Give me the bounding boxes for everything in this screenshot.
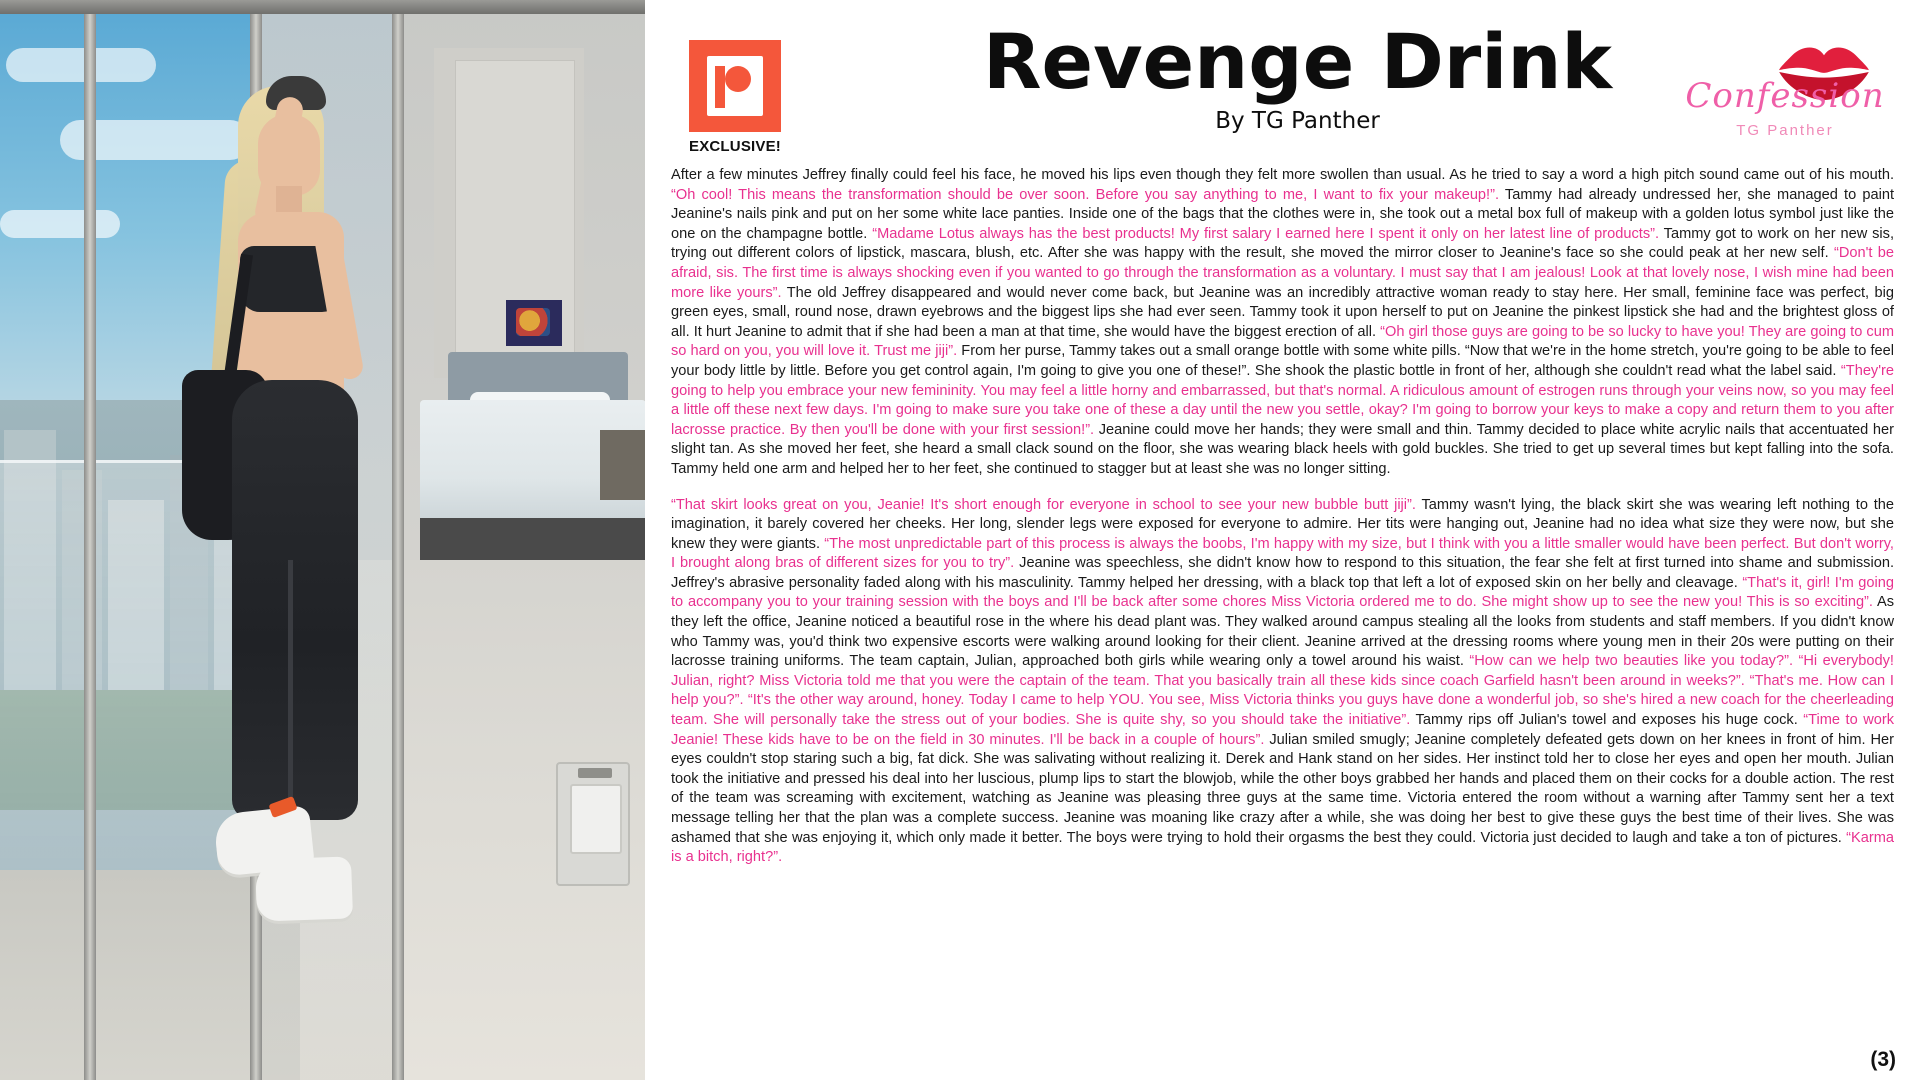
- story-paragraph-1: [671, 166, 1894, 480]
- cloud: [0, 210, 120, 238]
- dialogue-run: “That skirt looks great on you, Jeanie! It's short enough for everyone in school to see your new bubble butt jiji”.: [671, 496, 1416, 513]
- story-body: [669, 166, 1896, 868]
- patreon-logo-icon: [689, 40, 781, 132]
- narration-run: The old Jeffrey disappeared and would never come back, but Jeanine was an incredibly attractive woman ready to stay here. Her small, feminine face was perfect, big green eyes, small, round nose, drawn eyebrows and the biggest lips she had ever seen. Tammy took it upon herself to put on Jeanine the pinkest lipstick she had and the brightest gloss of all. It hurt Jeanine to admit that if she had been a man at that time, she would have the biggest erection of all.: [671, 284, 1894, 340]
- dialogue-run: “Karma is a bitch, right?”.: [671, 829, 1894, 866]
- story-text-panel: [645, 0, 1920, 1080]
- dialogue-run: “Time to work Jeanie! These kids have to be on the field in 30 minutes. I'll be back in a couple of hours”.: [671, 712, 1895, 748]
- studio-logo: [1680, 36, 1890, 152]
- dialogue-run: “How can we help two beauties like you today?”. “Hi everybody! Julian, right? Miss Victoria told me that you were the captain of the team. That you basically train all these kids since coach Garfield hasn't been around in weeks?”. “That's me. How can I help you?”. “It's the other way around, honey. Today I came to help YOU. You see, Miss Victoria thinks you guys have done a wonderful job, so she's hired a new coach for the cheerleading team. She will personally take the stress out of your bodies. She is quite shy, so you should take the initiative”.: [671, 653, 1894, 729]
- patreon-p-glyph: [707, 56, 763, 116]
- leg-separation: [288, 560, 293, 820]
- dialogue-run: “The most unpredictable part of this process is always the boobs, I'm happy with my size, but I think with you a little smaller would have been perfect. But don't worry, I brought along bras of different sizes for you to try”.: [671, 535, 1894, 572]
- logo-script-text: Confession: [1685, 76, 1885, 116]
- narration-run: Tammy wasn't lying, the black skirt she was wearing left nothing to the imagination, it barely covered her cheeks. Her long, slender legs were exposed for everyone to admire. Her tits were hanging out, Jeanine had no idea what size they were now, but she knew they were giants.: [671, 496, 1895, 552]
- window-mullion: [84, 0, 96, 1080]
- face: [258, 114, 320, 196]
- narration-run: As they left the office, Jeanine noticed a beautiful rose in the where his dead plant was. They walked around campus stealing all the looks from students and staff members. If you didn't know who Tammy was, you'd think two expensive escorts were walking around looking for their client. Jeanine arrived at the dressing rooms where young men in their 20s were putting on their lacrosse training uniforms. The team captain, Julian, approached both girls while wearing only a towel around his waist.: [671, 594, 1895, 670]
- door-head-rail: [0, 0, 645, 14]
- dialogue-run: “Don't be afraid, sis. The first time is always shocking even if you wanted to go through the transformation as a voluntary. I must say that I am jealous! Look at that lovely nose, I wish mine had been more like yours”.: [671, 245, 1895, 301]
- exclusive-label: EXCLUSIVE!: [688, 138, 781, 155]
- page-title: Revenge Drink: [983, 17, 1612, 106]
- bed-base: [420, 518, 645, 564]
- page-number: (3): [1870, 1048, 1896, 1071]
- narration-run: Jeanine was speechless, she didn't know how to respond to this situation, the fear she felt at first turned into shame and submission. Jeffrey's abrasive personality faded along with his masculinity. Tammy helped her dressing, with a black top that left a lot of exposed skin on her belly and cleavage.: [671, 555, 1894, 591]
- dialogue-run: “Oh cool! This means the transformation should be over soon. Before you say anything to me, I want to fix your makeup!”.: [671, 186, 1500, 203]
- dialogue-run: “Madame Lotus always has the best products! My first salary I earned here I spent it only on her latest line of products”.: [872, 225, 1660, 242]
- logo-author-text: TG Panther: [1736, 122, 1834, 139]
- wall-appliance: [556, 762, 630, 886]
- dialogue-run: “That's it, girl! I'm going to accompany you to your training session with the boys and I'll be back after some chores Miss Victoria ordered me to do. She might show up to see the new you! This is so exciting”.: [671, 574, 1895, 611]
- narration-run: Jeanine could move her hands; they were small and thin. Tammy decided to place white acrylic nails that accentuated her slight tan. As she moved her feet, she heard a small clack sound on the floor, she was wearing black heels with gold buckles. She tried to get up several times but kept falling into the sofa. Tammy held one arm and helped her to her feet, she continued to stagger but at least she was no longer sitting.: [671, 421, 1894, 477]
- woman-figure: [120, 40, 450, 1080]
- leggings: [232, 380, 358, 820]
- story-paragraph-2: [671, 496, 1894, 868]
- dialogue-run: “They're going to help you embrace your new femininity. You may feel a little horny and embarrassed, but that's normal. A ridiculous amount of estrogen runs through your veins now, so you may feel a little off these next few days. I'm going to make sure you take one of these a day until the new you settle, okay? I'm going to borrow your keys to make a copy and return them to you after lacrosse practice. By then you'll be done with your first session!”.: [671, 362, 1894, 438]
- byline: By TG Panther: [1215, 108, 1380, 134]
- narration-run: After a few minutes Jeffrey finally could feel his face, he moved his lips even though they felt more swollen than usual. As he tried to say a word a high pitch sound came out of his mouth.: [671, 167, 1894, 183]
- wall-art: [506, 300, 562, 346]
- exclusive-badge: [681, 40, 789, 155]
- sneaker: [255, 856, 353, 921]
- story-illustration: [0, 0, 645, 1080]
- narration-run: Tammy got to work on her new sis, trying out different colors of lipstick, mascara, blush, etc. After she was happy with the result, she moved the mirror closer to Jeanine's face so she could peak at her new self.: [671, 225, 1895, 262]
- narration-run: Julian smiled smugly; Jeanine completely defeated gets down on her knees in front of him. Her eyes couldn't stop staring such a big, fat dick. She was salivating without realizing it. Derek and Hank stand on her sides. Her instinct told her to close her eyes and open her mouth. Julian took the initiative and pressed his deal into her luscious, plump lips to start the blowjob, while the other boys grabbed her hands and placed them on their cocks for a double action. The rest of the team was screaming with excitement, watching as Jeanine was pleasing three guys at the same time. Victoria entered the room without a warning after Tammy sent her a text message telling her that the plan was a complete success. Jeanine was moaning like crazy after a while, she was doing her best to give these guys the best time of their lives. She was ashamed that she was enjoying it, which only made it better. The boys were trying to hold their orgasms the best they could. Victoria just decided to laugh and take a ton of pictures.: [671, 731, 1895, 846]
- narration-run: From her purse, Tammy takes out a small orange bottle with some white pills. “Now that we're in the home stretch, you're going to be able to feel your body little by little. Before you get control again, I'm going to give you one of these!”. She shook the plastic bottle in front of her, although she couldn't read what the label said.: [671, 343, 1894, 379]
- narration-run: Tammy rips off Julian's towel and exposes his huge cock.: [1410, 712, 1804, 729]
- narration-run: Tammy had already undressed her, she managed to paint Jeanine's nails pink and put on her some white lace panties. Inside one of the bags that the clothes were in, she took out a metal box full of makeup with a golden lotus symbol just like the one on the champagne bottle.: [671, 186, 1894, 242]
- nightstand: [600, 430, 645, 500]
- dialogue-run: “Oh girl those guys are going to be so lucky to have you! They are going to cum so hard on you, you will love it. Trust me jiji”.: [671, 323, 1894, 360]
- masthead: [669, 18, 1896, 166]
